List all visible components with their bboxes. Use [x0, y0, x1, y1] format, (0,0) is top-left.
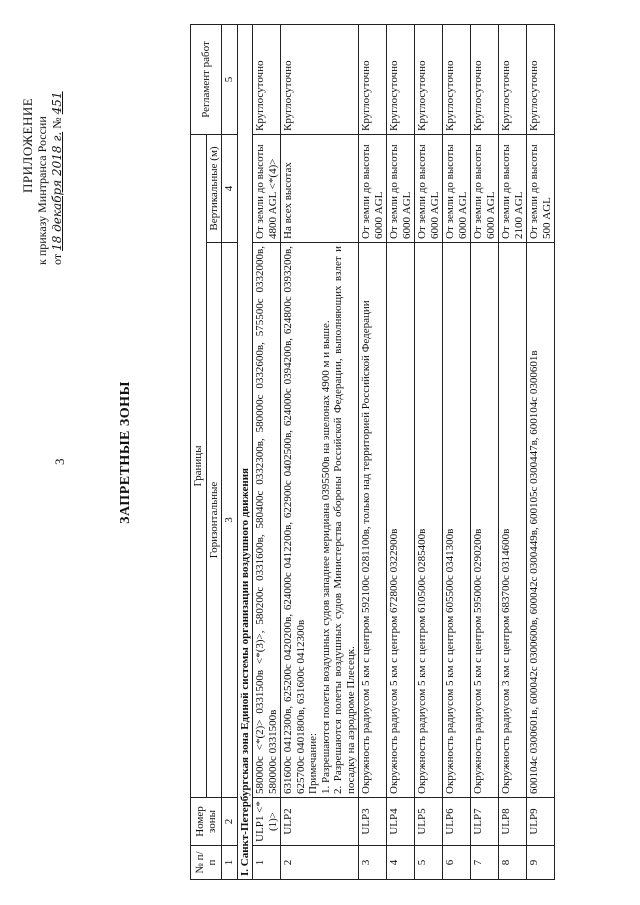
table-row	[471, 24, 499, 879]
row-schedule: Круглосуточно	[387, 24, 415, 134]
row-zone: ULP9	[527, 798, 555, 846]
col-number: 4	[222, 134, 238, 242]
row-horizontal: Окружность радиусом 5 км с центром 605500с 0341300в	[443, 243, 471, 798]
page-title: ЗАПРЕТНЫЕ ЗОНЫ	[118, 381, 133, 524]
row-schedule: Круглосуточно	[471, 24, 499, 134]
table-row	[527, 24, 555, 879]
row-zone: ULP2	[281, 798, 359, 846]
row-horizontal-with-note	[281, 243, 359, 798]
row-vertical: На всех высотах	[281, 134, 359, 242]
header-horizontal: Горизонтальные	[206, 243, 222, 798]
note-title: Примечание:	[307, 732, 319, 794]
row-zone: ULP4	[387, 798, 415, 846]
row-horizontal: Окружность радиусом 5 км с центром 672800с 0322900в	[387, 243, 415, 798]
row-vertical: От земли до высоты 6000 AGL	[387, 134, 415, 242]
header-vertical: Вертикальные (м)	[206, 134, 222, 242]
row-vertical: От земли до высоты 6000 AGL	[471, 134, 499, 242]
row-vertical: От земли до высоты 2100 AGL	[499, 134, 527, 242]
appendix-date-line	[50, 35, 65, 265]
col-number: 5	[222, 24, 238, 134]
header-schedule: Регламент работ	[191, 24, 222, 134]
row-num: 4	[387, 846, 415, 880]
header-bounds: Границы	[191, 134, 207, 797]
row-vertical: От земли до высоты 6000 AGL	[443, 134, 471, 242]
row-zone: ULP1 <*(1)>	[253, 798, 281, 846]
row-zone: ULP5	[415, 798, 443, 846]
number-prefix: №	[50, 117, 64, 129]
table-header-row	[191, 24, 207, 879]
row-zone: ULP3	[359, 798, 387, 846]
row-schedule: Круглосуточно	[281, 24, 359, 134]
table-row	[281, 24, 359, 879]
row-zone: ULP8	[499, 798, 527, 846]
row-zone: ULP7	[471, 798, 499, 846]
row-schedule: Круглосуточно	[527, 24, 555, 134]
date-prefix: от	[50, 253, 64, 265]
note-item: 1. Разрешаются полеты воздушных судов западнее меридиана 0395500в на эшелонах 4900 м и выше.	[319, 320, 332, 794]
row-num: 5	[415, 846, 443, 880]
row-horizontal: Окружность радиусом 5 км с центром 610500с 0285400в	[415, 243, 443, 798]
row-num: 2	[281, 846, 359, 880]
row-horizontal: 600104с 0300601в, 600042с 0300600в, 600042с 0300449в, 600105с 0300447в, 600104с 0300601в	[527, 243, 555, 798]
row-num: 6	[443, 846, 471, 880]
row-schedule: Круглосуточно	[415, 24, 443, 134]
row-horizontal: 580000с <*(2)> 0331500в <*(3)>, 580200с 0331600в, 580400с 0332300в, 580000с 0332600в, 575500с 0332000в, 580000с 0331500в	[253, 243, 281, 798]
header-zone: Номер зоны	[191, 798, 222, 846]
row-schedule: Круглосуточно	[253, 24, 281, 134]
note-item: 2. Разрешаются полеты воздушных судов Министерства обороны Российской Федерации, выполняющих взлет и посадку на аэродроме Плесецк.	[332, 246, 357, 794]
restricted-zones-table	[190, 24, 555, 880]
row-horizontal: Окружность радиусом 3 км с центром 683700с 0314600в	[499, 243, 527, 798]
appendix-order-line: к приказу Минтранса России	[35, 116, 49, 265]
row-num: 8	[499, 846, 527, 880]
col-number: 3	[222, 243, 238, 798]
appendix-header	[20, 35, 65, 265]
row-horizontal: Окружность радиусом 5 км с центром 592100с 0281100в, только над территорией Российской Федерации	[359, 243, 387, 798]
table-row	[253, 24, 281, 879]
table-subheader-row	[206, 24, 222, 879]
column-number-row	[222, 24, 238, 879]
row-vertical: От земли до высоты 4800 AGL <*(4)>	[253, 134, 281, 242]
row-num: 9	[527, 846, 555, 880]
table-row	[499, 24, 527, 879]
row-vertical: От земли до высоты 6000 AGL	[415, 134, 443, 242]
appendix-title: ПРИЛОЖЕНИЕ	[20, 97, 35, 193]
row-num: 7	[471, 846, 499, 880]
section-title: I. Санкт-Петербургская зона Единой системы организации воздушного движения	[237, 24, 253, 879]
col-number: 2	[222, 798, 238, 846]
row-schedule: Круглосуточно	[359, 24, 387, 134]
row-vertical: От земли до высоты 500 AGL	[527, 134, 555, 242]
col-number: 1	[222, 846, 238, 880]
row-num: 1	[253, 846, 281, 880]
row-horizontal: 631600с 0412300в, 625200с 0420200в, 624000с 0412200в, 622900с 0402500в, 624000с 0394200в, 624800с 0393200в, 625700с 0401800в, 631600с 0412300в	[282, 246, 307, 794]
table-row	[415, 24, 443, 879]
row-num: 3	[359, 846, 387, 880]
row-vertical: От земли до высоты 6000 AGL	[359, 134, 387, 242]
section-row	[237, 24, 253, 879]
handwritten-number: 451	[50, 91, 64, 115]
handwritten-date: 18 декабря 2018 г.	[50, 131, 64, 251]
table-row	[387, 24, 415, 879]
row-zone: ULP6	[443, 798, 471, 846]
table-row	[359, 24, 387, 879]
row-horizontal: Окружность радиусом 5 км с центром 595000с 0290200в	[471, 243, 499, 798]
table-row	[443, 24, 471, 879]
row-schedule: Круглосуточно	[443, 24, 471, 134]
page-number: 3	[52, 458, 67, 465]
header-num: № п/п	[191, 846, 222, 880]
row-schedule: Круглосуточно	[499, 24, 527, 134]
